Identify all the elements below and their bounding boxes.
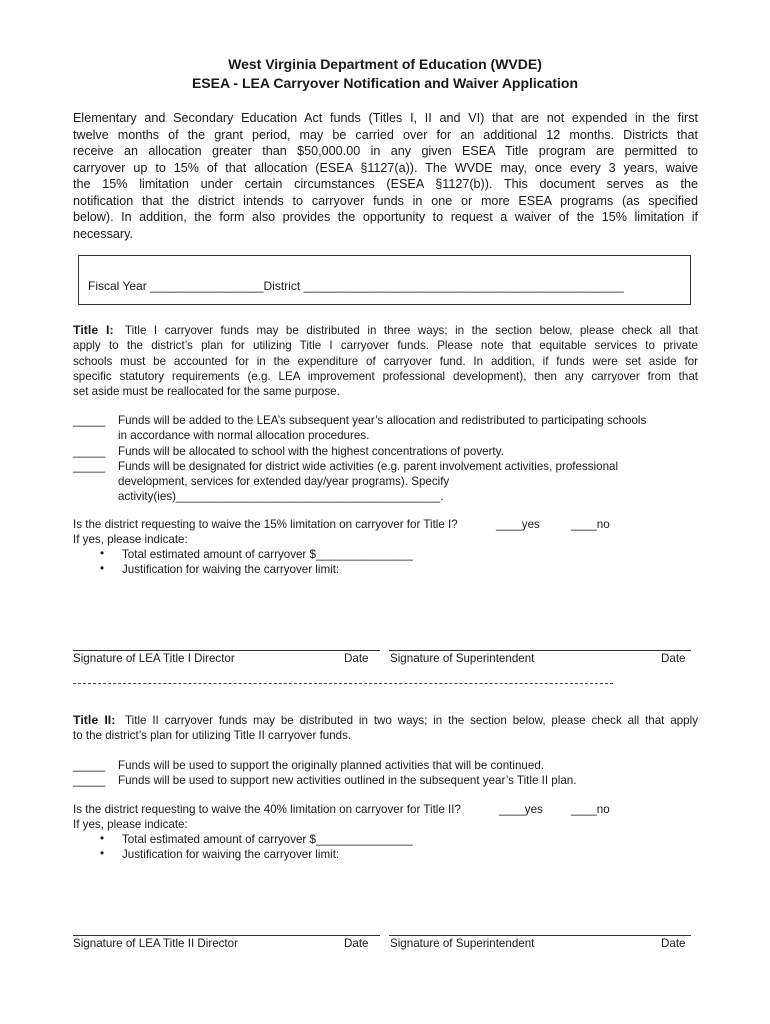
option-text: Funds will be used to support the originally planned activities that will be continued. (118, 759, 544, 772)
title1-superintendent-date-label: Date (661, 652, 686, 665)
title1-line: schools must be accounted for in the expenditure of carryover fund. In addition, if funds were set aside for (73, 354, 698, 368)
title1-option-1-blank[interactable]: _____ (73, 414, 106, 427)
title1-line: specific statutory requirements (e.g. LEA improvement professional development), then any carryover from that (73, 369, 698, 383)
option-text: in accordance with normal allocation procedures. (118, 429, 370, 443)
title2-director-signature-label: Signature of LEA Title II Director (73, 937, 238, 950)
title1-superintendent-signature-label: Signature of Superintendent (390, 652, 535, 665)
title1-description (73, 323, 698, 399)
section-divider (73, 683, 613, 684)
title1-line: set aside must be reallocated for the same purpose. (73, 385, 340, 399)
bullet-icon: • (100, 832, 105, 845)
title1-option-3-blank[interactable]: _____ (73, 459, 106, 473)
title2-director-signature-line[interactable] (73, 935, 380, 936)
intro-line: necessary. (73, 226, 133, 241)
document-subtitle: ESEA - LEA Carryover Notification and Waiver Application (191, 75, 579, 91)
title1-director-date-label: Date (344, 652, 369, 665)
title1-if-yes: If yes, please indicate: (73, 533, 188, 546)
bullet-icon: • (100, 547, 105, 560)
intro-line: carryover up to 15% of that allocation (ESEA §1127(a)). The WVDE may, once every 3 years, waive (73, 160, 698, 175)
option-text: Funds will be allocated to school with the highest concentrations of poverty. (118, 444, 504, 458)
title2-justification[interactable]: Justification for waiving the carryover limit: (122, 848, 340, 861)
document-title: West Virginia Department of Education (WVDE) (228, 56, 542, 72)
title2-no-blank[interactable]: ____no (571, 803, 610, 816)
title1-superintendent-signature-line[interactable] (389, 650, 691, 651)
title2-option-1-blank[interactable]: _____ (73, 759, 106, 772)
title1-no-blank[interactable]: ____no (571, 518, 610, 531)
title2-director-date-label: Date (344, 937, 369, 950)
title1-heading: Title I: (73, 323, 114, 337)
option-text: Funds will be designated for district wide activities (e.g. parent involvement activities, professional (118, 459, 619, 473)
bullet-icon: • (100, 562, 105, 575)
title2-superintendent-signature-line[interactable] (389, 935, 691, 936)
title1-yes-blank[interactable]: ____yes (496, 518, 540, 531)
intro-paragraph (73, 110, 698, 242)
title2-carryover-amount[interactable]: Total estimated amount of carryover $_______________ (122, 833, 413, 846)
title1-line: Title I carryover funds may be distributed in three ways; in the section below, please check all that (124, 324, 699, 337)
title2-waiver-question: Is the district requesting to waive the 40% limitation on carryover for Title II? (73, 803, 461, 816)
intro-line: the 15% limitation under certain circumstances (ESEA §1127(b)). This document serves as the (73, 177, 698, 191)
option-text: Funds will be added to the LEA’s subsequent year’s allocation and redistributed to participating schools (118, 414, 647, 427)
title2-superintendent-date-label: Date (661, 937, 686, 950)
intro-line: notification that the district intends to carryover funds in one or more ESEA programs (as specified (73, 193, 698, 208)
title2-heading: Title II: (73, 713, 116, 727)
title1-director-signature-line[interactable] (73, 650, 380, 651)
intro-line: below). In addition, the form also provides the opportunity to request a waiver of the 15% limitation if (73, 210, 698, 224)
fiscal-year-district-box (78, 255, 691, 305)
option-text: Funds will be used to support new activities outlined in the subsequent year’s Title II plan. (118, 774, 577, 788)
intro-line: twelve months of the grant period, may be carried over for an additional 12 months. Districts that (73, 127, 698, 142)
title1-carryover-amount[interactable]: Total estimated amount of carryover $_______________ (122, 548, 413, 561)
option-text: development, services for extended day/year programs). Specify (118, 475, 450, 489)
bullet-icon: • (100, 847, 105, 860)
title1-director-signature-label: Signature of LEA Title I Director (73, 652, 235, 665)
title2-line: to the district’s plan for utilizing Title II carryover funds. (73, 729, 352, 743)
title1-line: apply to the district’s plan for utilizing Title I carryover funds. Please note that equitable services to private (73, 339, 698, 353)
fiscal-year-district-fields[interactable]: Fiscal Year _________________District ________________________________________________ (88, 279, 624, 293)
intro-line: receive an allocation greater than $50,000.00 in any given ESEA Title program are permitted to (73, 144, 698, 158)
title2-line: Title II carryover funds may be distributed in two ways; in the section below, please check all that apply (125, 714, 698, 727)
title2-if-yes: If yes, please indicate: (73, 818, 188, 831)
title2-description (73, 713, 698, 744)
title1-justification[interactable]: Justification for waiving the carryover limit: (122, 563, 340, 576)
option-text: activity(ies)_________________________________________. (118, 490, 444, 504)
intro-line: Elementary and Secondary Education Act funds (Titles I, II and VI) that are not expended in the first (73, 111, 698, 125)
title1-option-2-blank[interactable]: _____ (73, 444, 106, 458)
title1-waiver-question: Is the district requesting to waive the 15% limitation on carryover for Title I? (73, 518, 458, 531)
title2-superintendent-signature-label: Signature of Superintendent (390, 937, 535, 950)
title2-option-2-blank[interactable]: _____ (73, 774, 106, 788)
title2-yes-blank[interactable]: ____yes (499, 803, 543, 816)
